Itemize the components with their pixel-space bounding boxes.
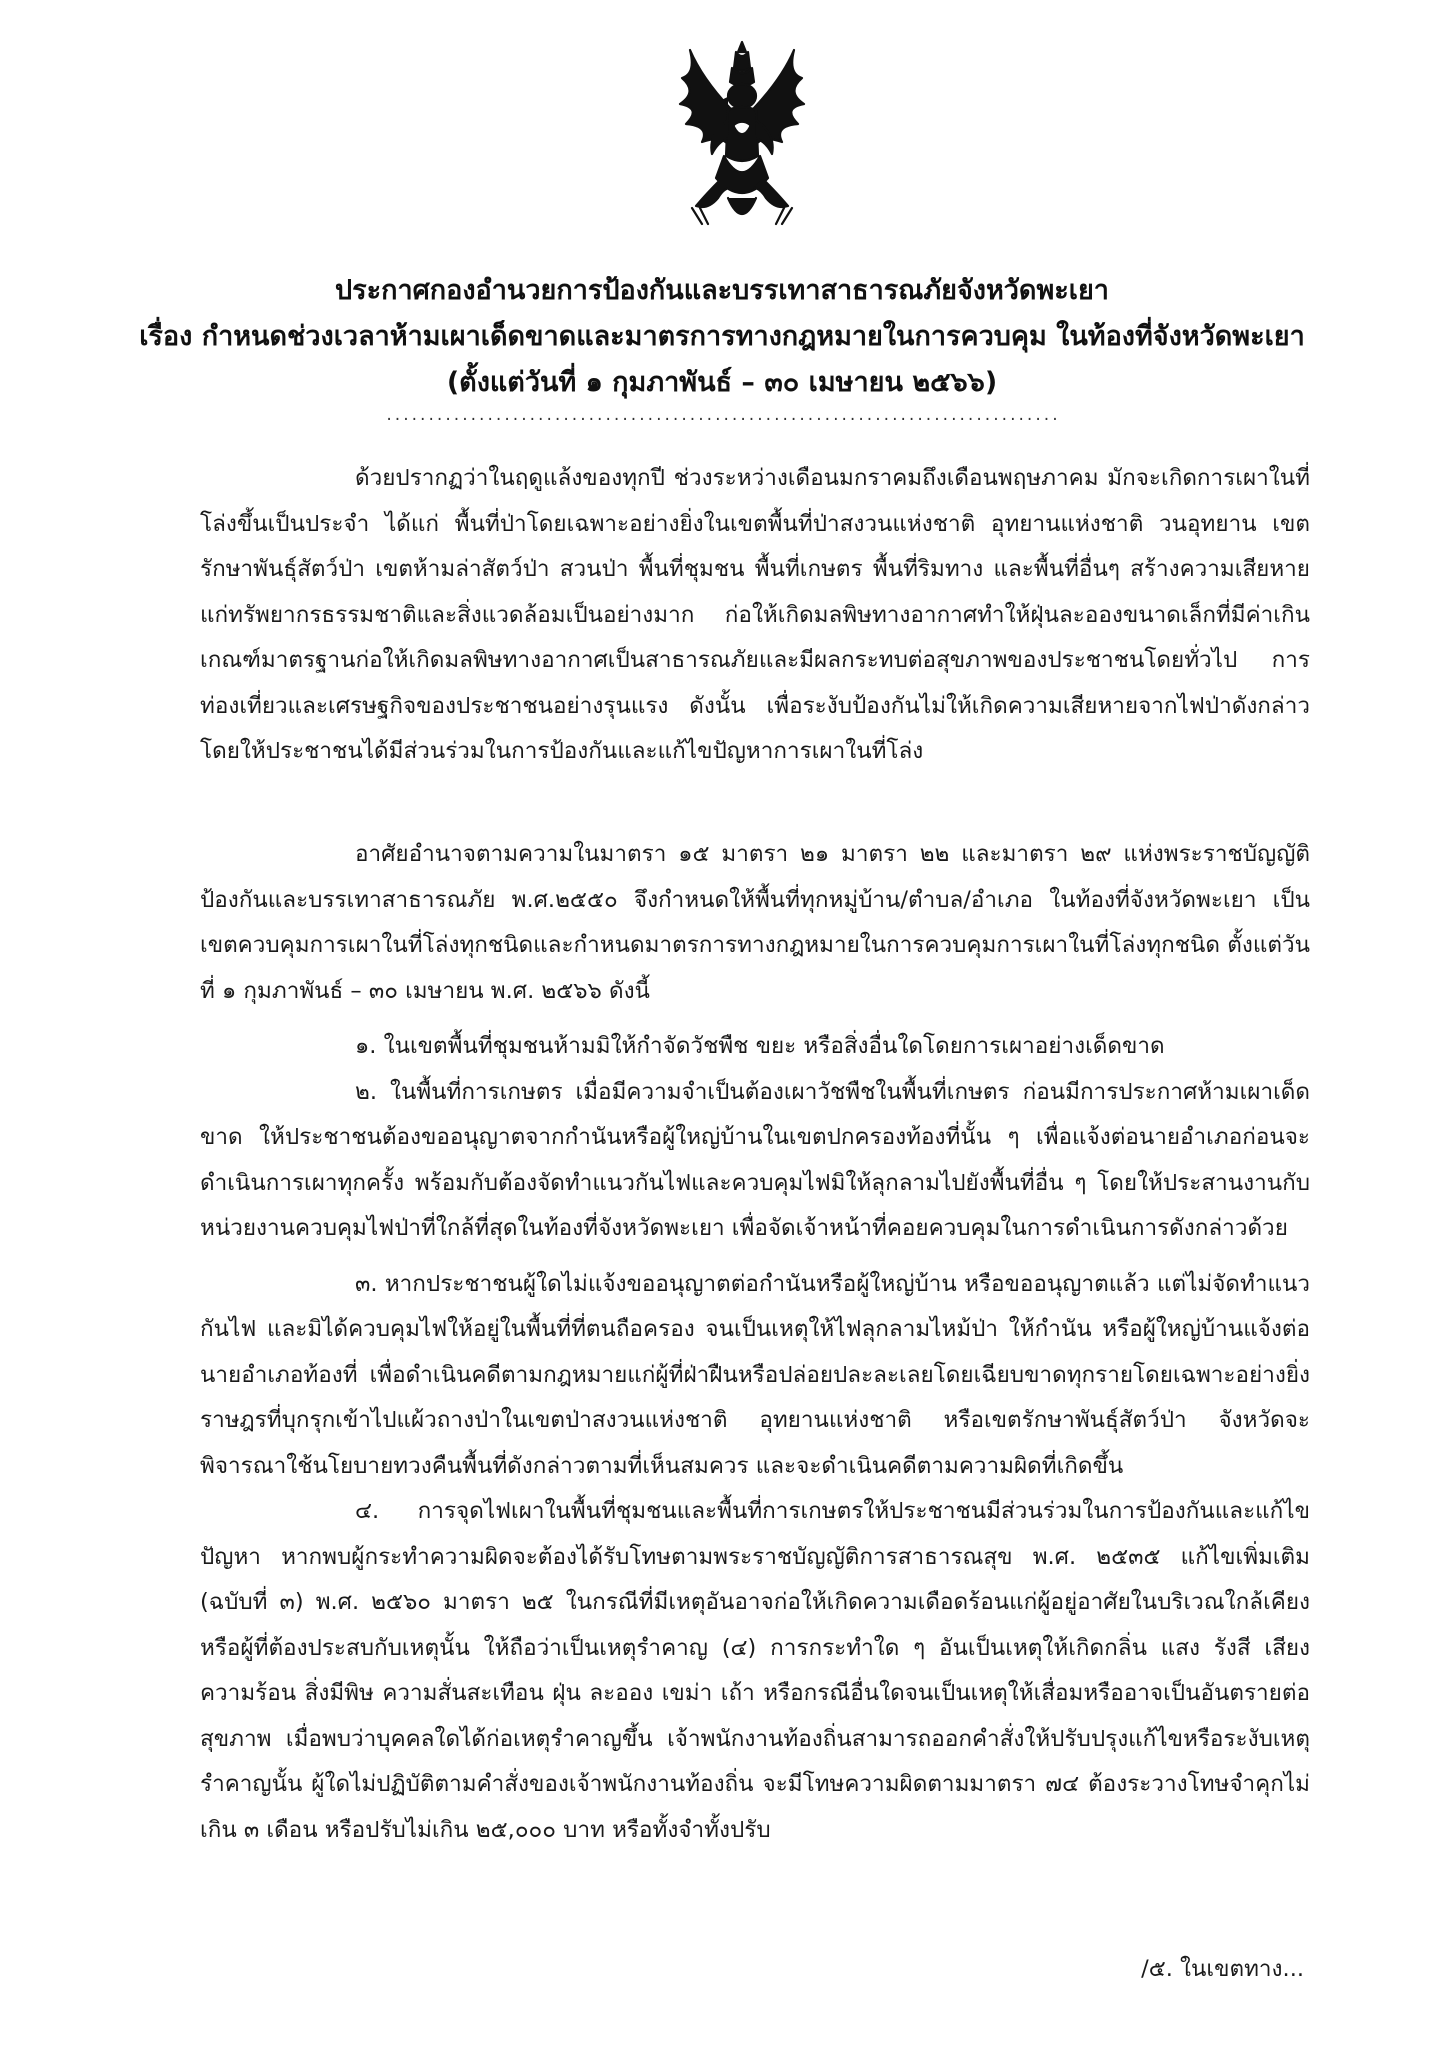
item-gap bbox=[200, 1252, 1310, 1262]
intro-paragraph-block bbox=[200, 456, 1310, 775]
authority-paragraph: อาศัยอำนาจตามความในมาตรา ๑๕ มาตรา ๒๑ มาตรา ๒๒ และมาตรา ๒๙ แห่งพระราชบัญญัติป้องกันและบรรเทาสาธารณภัย พ.ศ.๒๕๕๐ จึงกำหนดให้พื้นที่ทุกหมู่บ้าน/ตำบล/อำเภอ ในท้องที่จังหวัดพะเยา เป็นเขตควบคุมการเผาในที่โล่งทุกชนิดและกำหนดมาตรการทางกฎหมายในการควบคุมการเผาในที่โล่งทุกชนิด ตั้งแต่วันที่ ๑ กุมภาพันธ์ – ๓๐ เมษายน พ.ศ. ๒๕๖๖ ดังนี้ bbox=[200, 841, 1310, 1004]
continued-next-page: /๕. ในเขตทาง... bbox=[1141, 1956, 1304, 1982]
measure-item-3: ๓. หากประชาชนผู้ใดไม่แจ้งขออนุญาตต่อกำนันหรือผู้ใหญ่บ้าน หรือขออนุญาตแล้ว แต่ไม่จัดทำแนวกันไฟ และมิได้ควบคุมไฟให้อยู่ในพื้นที่ที่ตนถือครอง จนเป็นเหตุให้ไฟลุกลามไหม้ป่า ให้กำนัน หรือผู้ใหญ่บ้านแจ้งต่อนายอำเภอท้องที่ เพื่อดำเนินคดีตามกฎหมายแก่ผู้ที่ฝ่าฝืนหรือปล่อยปละละเลยโดยเฉียบขาดทุกรายโดยเฉพาะอย่างยิ่งราษฎรที่บุกรุกเข้าไปแผ้วถางป่าในเขตป่าสงวนแห่งชาติ อุทยานแห่งชาติ หรือเขตรักษาพันธุ์สัตว์ป่า จังหวัดจะพิจารณาใช้นโยบายทวงคืนพื้นที่ดังกล่าวตามที่เห็นสมควร และจะดำเนินคดีตามความผิดที่เกิดขึ้น bbox=[200, 1270, 1310, 1479]
intro-paragraph: ด้วยปรากฏว่าในฤดูแล้งของทุกปี ช่วงระหว่างเดือนมกราคมถึงเดือนพฤษภาคม มักจะเกิดการเผาในที่โล่งขึ้นเป็นประจำ ได้แก่ พื้นที่ป่าโดยเฉพาะอย่างยิ่งในเขตพื้นที่ป่าสงวนแห่งชาติ อุทยานแห่งชาติ วนอุทยาน เขตรักษาพันธุ์สัตว์ป่า เขตห้ามล่าสัตว์ป่า สวนป่า พื้นที่ชุมชน พื้นที่เกษตร พื้นที่ริมทาง และพื้นที่อื่นๆ สร้างความเสียหายแก่ทรัพยากรธรรมชาติและสิ่งแวดล้อมเป็นอย่างมาก ก่อให้เกิดมลพิษทางอากาศทำให้ฝุ่นละอองขนาดเล็กที่มีค่าเกินเกณฑ์มาตรฐานก่อให้เกิดมลพิษทางอากาศเป็นสาธารณภัยและมีผลกระทบต่อสุขภาพของประชาชนโดยทั่วไป การท่องเที่ยวและเศรษฐกิจของประชาชนอย่างรุนแรง ดังนั้น เพื่อระงับป้องกันไม่ให้เกิดความเสียหายจากไฟป่าดังกล่าว โดยให้ประชาชนได้มีส่วนร่วมในการป้องกันและแก้ไขปัญหาการเผาในที่โล่ง bbox=[200, 465, 1310, 764]
measure-item-1: ๑. ในเขตพื้นที่ชุมชนห้ามมิให้กำจัดวัชพืช ขยะ หรือสิ่งอื่นใดโดยการเผาอย่างเด็ดขาด bbox=[355, 1033, 1165, 1059]
measure-item-2: ๒. ในพื้นที่การเกษตร เมื่อมีความจำเป็นต้องเผาวัชพืชในพื้นที่เกษตร ก่อนมีการประกาศห้ามเผาเด็ดขาด ให้ประชาชนต้องขออนุญาตจากกำนันหรือผู้ใหญ่บ้านในเขตปกครองท้องที่นั้น ๆ เพื่อแจ้งต่อนายอำเภอก่อนจะดำเนินการเผาทุกครั้ง พร้อมกับต้องจัดทำแนวกันไฟและควบคุมไฟมิให้ลุกลามไปยังพื้นที่อื่น ๆ โดยให้ประสานงานกับหน่วยงานควบคุมไฟป่าที่ใกล้ที่สุดในท้องที่จังหวัดพะเยา เพื่อจัดเจ้าหน้าที่คอยควบคุมในการดำเนินการดังกล่าวด้วย bbox=[200, 1078, 1310, 1241]
announcement-title: ประกาศกองอำนวยการป้องกันและบรรเทาสาธารณภัยจังหวัดพะเยา bbox=[335, 275, 1109, 306]
announcement-subject: เรื่อง กำหนดช่วงเวลาห้ามเผาเด็ดขาดและมาตรการทางกฎหมายในการควบคุม ในท้องที่จังหวัดพะเยา bbox=[139, 321, 1305, 352]
dotted-divider: ................................................................................ bbox=[384, 408, 1060, 424]
authority-paragraph-block bbox=[200, 832, 1310, 1014]
garuda-emblem-icon bbox=[672, 38, 812, 238]
announcement-period: (ตั้งแต่วันที่ ๑ กุมภาพันธ์ – ๓๐ เมษายน ๒๕๖๖) bbox=[446, 367, 998, 398]
measures-list bbox=[200, 1024, 1310, 1853]
measure-item-4: ๔. การจุดไฟเผาในพื้นที่ชุมชนและพื้นที่การเกษตรให้ประชาชนมีส่วนร่วมในการป้องกันและแก้ไขปัญหา หากพบผู้กระทำความผิดจะต้องได้รับโทษตามพระราชบัญญัติการสาธารณสุข พ.ศ. ๒๕๓๕ แก้ไขเพิ่มเติม (ฉบับที่ ๓) พ.ศ. ๒๕๖๐ มาตรา ๒๕ ในกรณีที่มีเหตุอันอาจก่อให้เกิดความเดือดร้อนแก่ผู้อยู่อาศัยในบริเวณใกล้เคียงหรือผู้ที่ต้องประสบกับเหตุนั้น ให้ถือว่าเป็นเหตุรำคาญ (๔) การกระทำใด ๆ อันเป็นเหตุให้เกิดกลิ่น แสง รังสี เสียง ความร้อน สิ่งมีพิษ ความสั่นสะเทือน ฝุ่น ละออง เขม่า เถ้า หรือกรณีอื่นใดจนเป็นเหตุให้เสื่อมหรืออาจเป็นอันตรายต่อสุขภาพ เมื่อพบว่าบุคคลใดได้ก่อเหตุรำคาญขึ้น เจ้าพนักงานท้องถิ่นสามารถออกคำสั่งให้ปรับปรุงแก้ไขหรือระงับเหตุรำคาญนั้น ผู้ใดไม่ปฏิบัติตามคำสั่งของเจ้าพนักงานท้องถิ่น จะมีโทษความผิดตามมาตรา ๗๔ ต้องระวางโทษจำคุกไม่เกิน ๓ เดือน หรือปรับไม่เกิน ๒๕,๐๐๐ บาท หรือทั้งจำทั้งปรับ bbox=[200, 1498, 1310, 1843]
